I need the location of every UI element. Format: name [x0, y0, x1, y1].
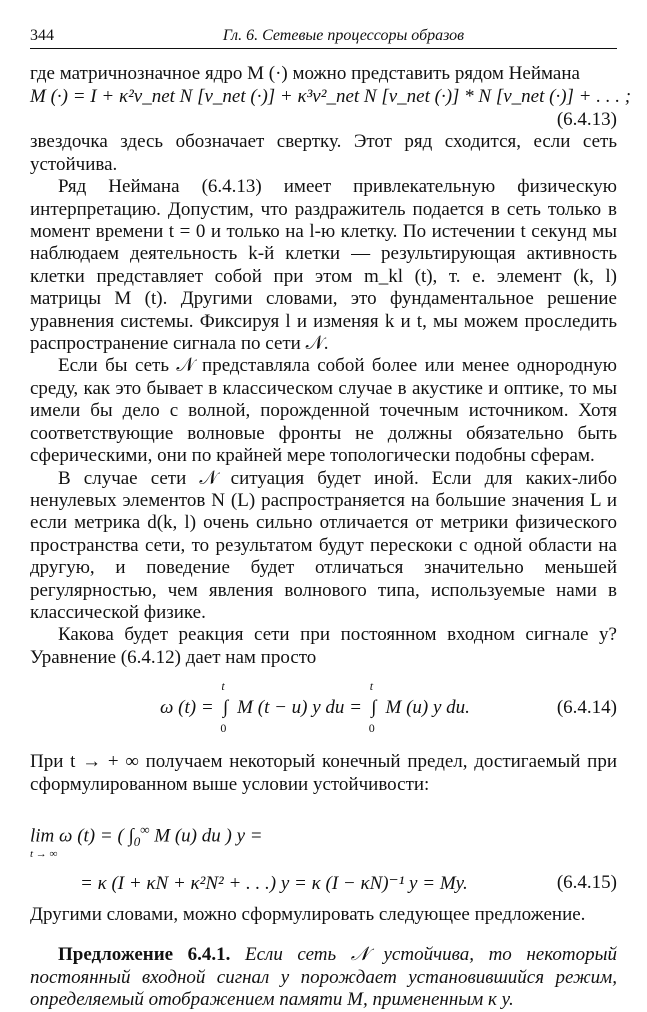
- proposition-label: Предложение 6.4.1.: [58, 944, 231, 966]
- series-formula: = κ (I + κN + κ²N² + . . .) y = κ (I − κN)⁻¹ y = My.: [80, 872, 468, 894]
- equation-number-14: (6.4.14): [556, 697, 617, 719]
- paragraph-7: При t → + ∞ получаем некоторый конечный предел, достигаемый при сформулированном выше условии устойчивости:: [30, 751, 617, 795]
- equation-number-15: (6.4.15): [556, 871, 617, 893]
- equation-6-4-13: M (·) = I + κ²v_net N [v_net (·)] + κ³v²_net N [v_net (·)] * N [v_net (·)] + . . . ;: [30, 86, 632, 108]
- equation-6-4-15: [30, 808, 617, 904]
- page-number: 344: [30, 27, 54, 44]
- equation-6-4-14: [30, 679, 617, 743]
- paragraph-3: Ряд Неймана (6.4.13) имеет привлекательную физическую интерпретацию. Допустим, что раздражитель подается в сеть только в момент времени t = 0 и только на l-ю клетку. По истечении t секунд мы наблюдаем деятельность k-й клетки — результирующая активность клетки представляет собой при этом m_kl (t), т. е. элемент (k, l) матрицы M (t). Другими словами, это фундаментальное решение уравнения системы. Фиксируя l и изменяя k и t, мы можем проследить распространение сигнала по сети 𝒩.: [30, 176, 617, 355]
- page-header: [30, 26, 617, 49]
- proposition: [30, 944, 617, 1011]
- proposition-text: Если сеть 𝒩 устойчива, то некоторый постоянный входной сигнал y порождает установившийся режим, определяемый отображением памяти M, примененным к y.: [30, 944, 617, 1011]
- paragraph-4: Если бы сеть 𝒩 представляла собой более или менее однородную среду, как это бывает в классическом случае в акустике и оптике, то мы имели бы дело с волной, порожденной точечным источником. Хотя соответствующие волновые фронты не должны обязательно быть сферическими, они по крайней мере топологически подобны сферам.: [30, 355, 617, 467]
- equation-number-13: (6.4.13): [556, 109, 617, 131]
- integral-sign: ∫ t 0: [220, 679, 229, 736]
- paragraph-8: Другими словами, можно сформулировать следующее предложение.: [30, 903, 586, 925]
- integral-formula: ω (t) = ∫ t 0 M (t − u) y du = ∫ t 0 M (u) y du.: [160, 679, 470, 736]
- paragraph-1: где матричнозначное ядро M (·) можно представить рядом Неймана: [30, 63, 580, 84]
- paragraph-6: Какова будет реакция сети при постоянном входном сигнале y? Уравнение (6.4.12) дает нам просто: [30, 624, 617, 668]
- integral-sign: ∫ t 0: [368, 679, 377, 736]
- running-title: Гл. 6. Сетевые процессоры образов: [222, 27, 465, 44]
- paragraph-2: звездочка здесь обозначает свертку. Этот ряд сходится, если сеть устойчива.: [30, 131, 617, 175]
- limit-formula: lim ω (t) = ( $\int_0^\infty$ M (u) du ) y =: [30, 821, 263, 850]
- limit-subscript: t → ∞: [30, 847, 58, 860]
- paragraph-5: В случае сети 𝒩 ситуация будет иной. Если для каких-либо ненулевых элементов N (L) распространяется на большие значения L и если метрика d(k, l) очень сильно отличается от метрики физического пространства сети, то результатом будут перескоки с одной области на другую, и поведение будет отличаться значительно меньшей регулярностью, чем явления волнового типа, используемые нами в классической физике.: [30, 467, 617, 623]
